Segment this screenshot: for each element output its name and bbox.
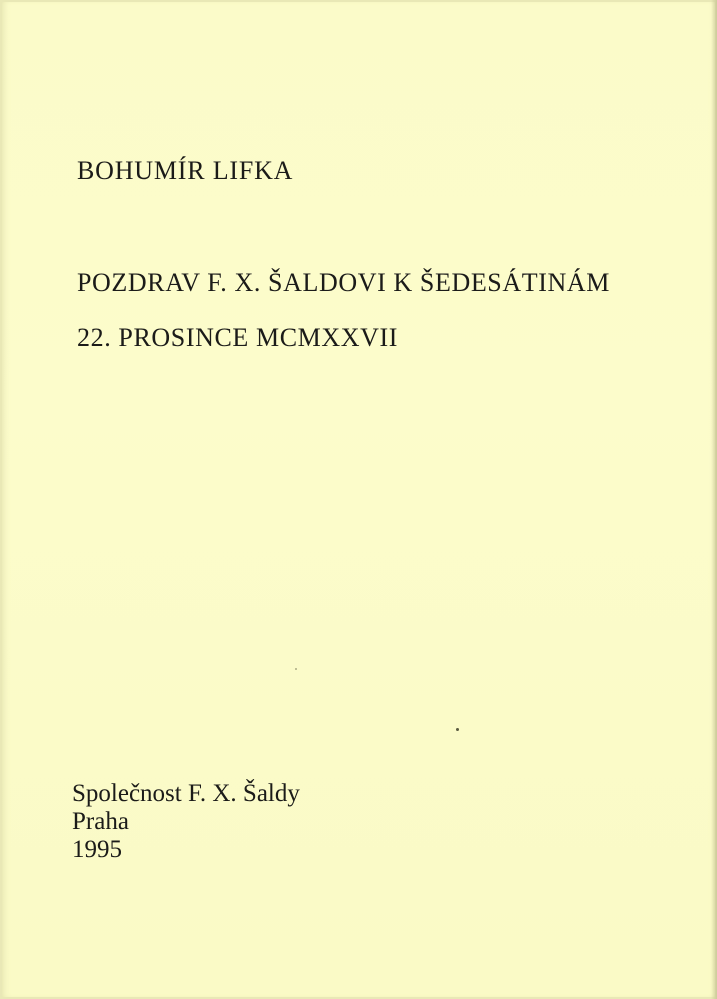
title-line-2: 22. PROSINCE MCMXXVII <box>77 323 399 352</box>
paper-speck <box>456 728 459 731</box>
author-name: BOHUMÍR LIFKA <box>77 156 294 185</box>
page-edge-shadow <box>711 0 717 999</box>
publisher-city: Praha <box>72 808 129 835</box>
title-line-1: POZDRAV F. X. ŠALDOVI K ŠEDESÁTINÁM <box>77 268 610 297</box>
publisher-name: Společnost F. X. Šaldy <box>72 780 300 807</box>
paper-speck <box>295 668 297 670</box>
publication-year: 1995 <box>72 836 122 863</box>
imprint <box>72 780 300 864</box>
